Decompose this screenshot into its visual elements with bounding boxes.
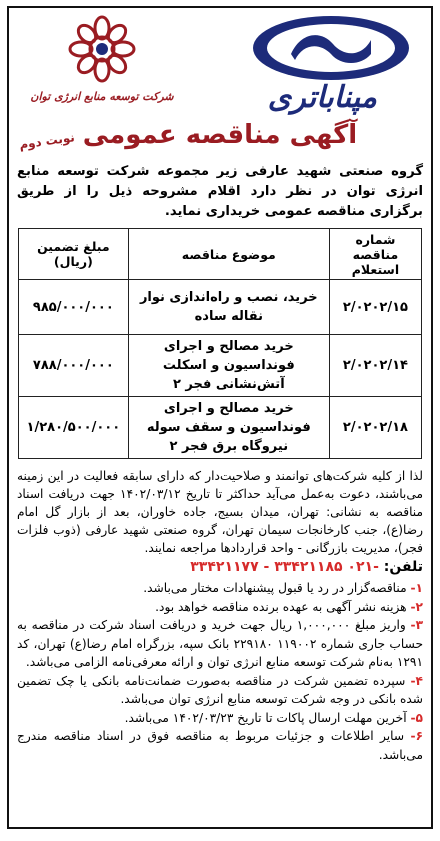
table-row bbox=[19, 335, 422, 397]
note-number: ۳- bbox=[410, 618, 424, 632]
header bbox=[9, 8, 431, 120]
note-text: هزینه نشر آگهی به عهده برنده مناقصه خواهد بود. bbox=[155, 599, 407, 614]
note-number: ۲- bbox=[410, 599, 423, 614]
page-title: آگهی مناقصه عمومی bbox=[82, 120, 358, 150]
tender-amount: ۹۸۵/۰۰۰/۰۰۰ bbox=[19, 280, 129, 335]
mapna-battery-logo bbox=[171, 14, 421, 114]
brand-name: مپناباتری bbox=[267, 80, 377, 115]
note-text: سپرده تضمین شرکت در مناقصه به‌صورت ضمانت‌نامه بانکی یا چک تضمین شده بانکی در وجه شرکت توسعه منابع انرژی توان می‌باشد. bbox=[17, 673, 423, 706]
company-caption: شرکت توسعه منابع انرژی توان bbox=[30, 90, 174, 103]
invitation-text: لذا از کلیه شرکت‌های توانمند و صلاحیت‌دار که دارای سابقه فعالیت در این زمینه می‌باشند، دعوت به‌عمل می‌آید حداکثر تا تاریخ ۱۴۰۲/۰۳/۱۲ جهت دریافت اسناد مناقصه به نشانی: تهران، میدان بسیج، جاده خاوران، بعد از بازار گل امام رضا(ع)، جنب کارخانجات سیمان تهران، گروه صنعتی شهید عارفی (ذوب فلزات فجر)، مدیریت بازرگانی - واحد قراردادها مراجعه نمایند. bbox=[17, 469, 424, 555]
list-item bbox=[17, 579, 423, 598]
list-item bbox=[17, 598, 423, 617]
table-header-row bbox=[19, 229, 422, 280]
tender-number: ۲/۰۲۰۲/۱۸ bbox=[329, 397, 421, 459]
intro-text: گروه صنعتی شهید عارفی زیر مجموعه شرکت توسعه منابع انرژی توان در نظر دارد اقلام مشروحه ذیل را از طریق برگزاری مناقصه عمومی خریداری نماید. bbox=[17, 164, 423, 219]
notes-list bbox=[9, 579, 431, 764]
note-number: ۱- bbox=[410, 581, 423, 595]
phone-label: تلفن: bbox=[383, 559, 423, 575]
tender-number: ۲/۰۲۰۲/۱۵ bbox=[329, 280, 421, 335]
note-number: ۵- bbox=[410, 710, 423, 725]
tender-table bbox=[18, 228, 422, 459]
tender-subject: خرید مصالح و اجرای فونداسیون و اسکلت آتش‌نشانی فجر ۲ bbox=[128, 335, 329, 397]
phone-numbers: ۳۳۴۲۱۱۸۵ - ۳۳۴۲۱۱۷۷ bbox=[190, 559, 343, 575]
turn-label: نوبت دوم bbox=[18, 130, 76, 152]
header-subject: موضوع مناقصه bbox=[128, 229, 329, 280]
note-text: آخرین مهلت ارسال پاکات تا تاریخ ۱۴۰۲/۰۳/۲۳ می‌باشد. bbox=[124, 710, 407, 725]
tender-amount: ۷۸۸/۰۰۰/۰۰۰ bbox=[19, 335, 129, 397]
tender-subject: خرید، نصب و راه‌اندازی نوار نقاله ساده bbox=[128, 280, 329, 335]
tender-amount: ۱/۲۸۰/۵۰۰/۰۰۰ bbox=[19, 397, 129, 459]
mapna-emblem-icon bbox=[171, 14, 421, 84]
note-text: مناقصه‌گزار در رد یا قبول پیشنهادات مختار می‌باشد. bbox=[143, 581, 407, 595]
table-row bbox=[19, 397, 422, 459]
title-row bbox=[9, 120, 431, 162]
table-row bbox=[19, 280, 422, 335]
tavan-energy-logo bbox=[27, 14, 177, 103]
phone-prefix: -۰۲۱ bbox=[347, 559, 379, 575]
note-number: ۴- bbox=[410, 673, 423, 688]
list-item bbox=[17, 672, 423, 709]
phone-line bbox=[9, 559, 431, 575]
header-amount: مبلغ تضمین (ریال) bbox=[19, 229, 129, 280]
list-item bbox=[17, 709, 423, 728]
tender-subject: خرید مصالح و اجرای فونداسیون و سقف سوله نیروگاه برق فجر ۲ bbox=[128, 397, 329, 459]
list-item bbox=[17, 727, 423, 764]
header-number: شماره مناقصه استعلام bbox=[329, 229, 421, 280]
list-item bbox=[17, 616, 423, 672]
tender-advertisement bbox=[7, 6, 433, 829]
note-text: سایر اطلاعات و جزئیات مربوط به مناقصه فوق در اسناد مناقصه مندرج می‌باشد. bbox=[17, 729, 423, 762]
tender-number: ۲/۰۲۰۲/۱۴ bbox=[329, 335, 421, 397]
note-number: ۶- bbox=[410, 729, 424, 743]
note-text: واریز مبلغ ۱,۰۰۰,۰۰۰ ریال جهت خرید و دریافت اسناد شرکت در مناقصه به حساب جاری شماره ۱۱۹۰۰۲ ۲۲۹۱۸۰ بانک سپه، بزرگراه امام رضا(ع) تهران، کد ۱۲۹۱ به‌نام شرکت توسعه منابع انرژی توان و ارائه معرفی‌نامه الزامی می‌باشد. bbox=[17, 618, 423, 669]
flower-emblem-icon bbox=[67, 14, 137, 84]
